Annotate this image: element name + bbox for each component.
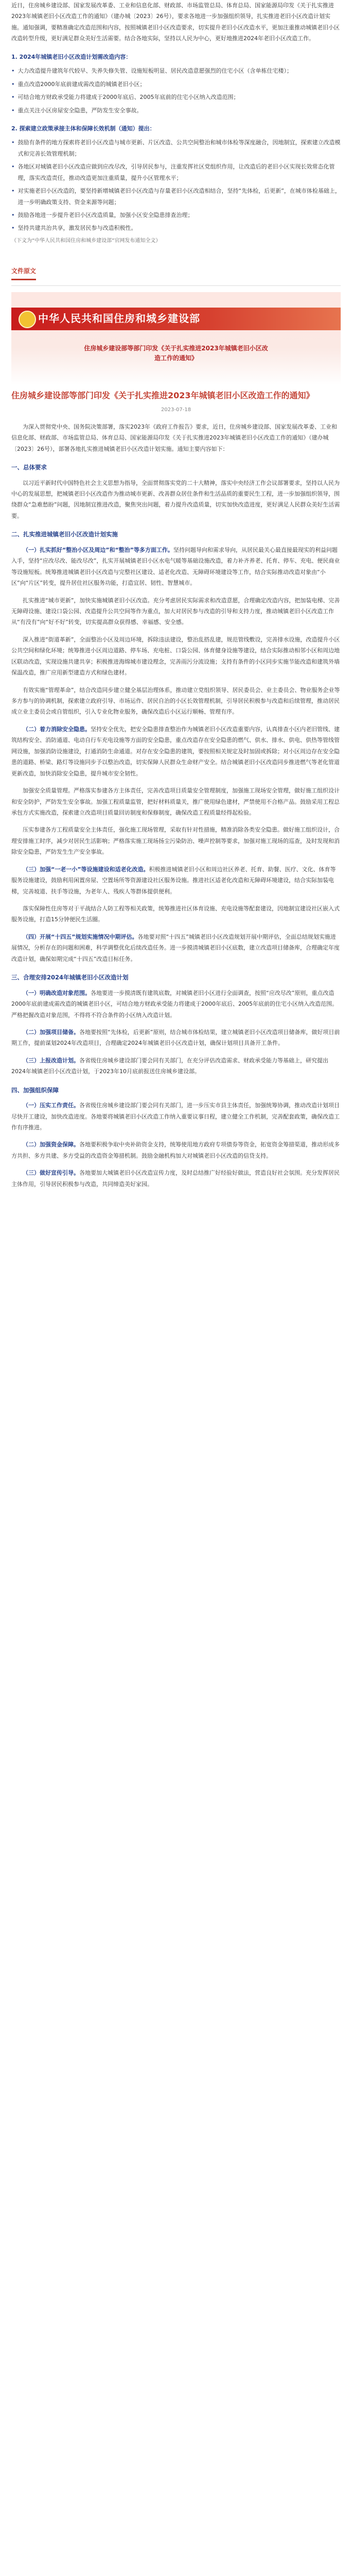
intro-summary — [11, 0, 341, 246]
divider — [11, 285, 341, 286]
paragraph-label: （二）着力消除安全隐患。 — [23, 725, 91, 733]
paragraph: 深入推进“街道革新”，全面整治小区及周边环境，拆除违法建设，整治乱搭乱建，规范管线敷设，完善排水设施，改造提升小区公共空间和绿化环境；统筹推进小区周边道路、停车场、充电桩、口袋公园、体育健身设施等建设，结合实际推动相邻小区和周边地区联动改造，实现设施共建共享；积极推进海绵城市建设理念，完善雨污分流设施；支持有条件的小区同步实施节能改造和建筑外墙保温改造，推广应用新型建造方式和绿色建材。 — [11, 636, 340, 676]
paragraph-label: （三）做好宣传引导。 — [23, 1170, 79, 1177]
paragraph: 有效实施“管理革命”，结合改造同步建立健全基层治理体系，推动建立党组织领导、居民委员会、业主委员会、物业服务企业等多方参与的协调机制，探索建立政府引导、市场运作、居民自治的小区长效管理机制，引导居民积极参与改造和后续管理，推动居民成立业主委员会或自管组织，引入专业化物业服务，确保改造后小区运行顺畅、管理有序。 — [11, 686, 340, 716]
paragraph-label: （三）上报改造计划。 — [23, 1057, 79, 1064]
paragraph-label: （一）明确改造对象范围。 — [23, 989, 91, 996]
article-lead: 为深入贯彻党中央、国务院决策部署，落实2023年《政府工作报告》要求，近日，住房城乡建设部、国家发展改革委、工业和信息化部、财政部、市场监管总局、体育总局、国家能源局印发《关于扎实推进2023年城镇老旧小区改造工作的通知》（建办城〔2023〕26号），部署各地扎实推进城镇老旧小区改造计划实施。通知主要内容如下： — [11, 423, 337, 452]
section-heading: 一、总体要求 — [11, 464, 47, 471]
paragraph: （三）上报改造计划。各省级住房城乡建设部门要会同有关部门，在充分评估改造需求、财政承受能力等基础上，研究提出2024年城镇老旧小区改造计划，于2023年10月底前报送住房城乡建设部。 — [11, 1057, 328, 1075]
list-item: • 大力改造提升建筑年代较早、失养失修失管、设施短板明显、居民改造意愿强烈的住宅小区（含单栋住宅楼）； — [11, 65, 341, 76]
list-item: • 重点关注小区房屋安全隐患，严防发生安全事故。 — [11, 105, 341, 116]
paragraph: 加强安全质量管理。严格落实参建各方主体责任，完善改造项目质量安全管理制度，加强施工现场安全管理，做好施工组织设计和安全防护，严防发生安全事故。加强工程质量监管，把好材料质量关，推广使用绿色建材，严禁使用不合格产品。鼓励采用工程总承包方式实施改造，探索建立改造项目质量回访制度和保修制度，确保改造工程质量经得起检验。 — [11, 787, 340, 816]
paragraph: 扎实推进“城市更新”，加快实施城镇老旧小区改造。充分考虑居民实际需求和改造意愿，合理确定改造内容，把加装电梯、完善无障碍设施、建设口袋公园、改造提升公共空间等作为重点，加大对居民参与改造的引导和支持力度，推动城镇老旧小区改造工作从“有没有”向“好不好”转变，切实提高群众获得感、幸福感、安全感。 — [11, 597, 340, 626]
list-item: • 重点改造2000年底前建成需改造的城镇老旧小区； — [11, 79, 341, 90]
intro-section2-title: 2. 探索建立政策承接主体和保障长效机制（通知）提出： — [11, 125, 155, 132]
paragraph: （二）加强项目储备。各地要按照“先体检，后更新”原则，结合城市体检结果，建立城镇老旧小区改造项目储备库，做好项目前期工作，提前谋划2024年改造项目，合理确定2024年城镇老旧小区改造计划，确保计划项目具备开工条件。 — [11, 1028, 340, 1047]
paragraph: （三）做好宣传引导。各地要加大城镇老旧小区改造宣传力度，及时总结推广好经验好做法，营造良好社会氛围。充分发挥居民主体作用，引导居民积极参与改造，共同缔造美好家园。 — [11, 1170, 340, 1188]
page — [0, 0, 352, 1190]
paragraph-label: （三）加强“一老一小”等设施建设和适老化改造。 — [23, 866, 149, 873]
intro-note: （下文为“中华人民共和国住房和城乡建设部”官网发布通知全文） — [11, 238, 161, 244]
ministry-name: 中华人民共和国住房和城乡建设部 — [38, 312, 200, 325]
article-title: 住房城乡建设部等部门印发《关于扎实推进2023年城镇老旧小区改造工作的通知》 — [11, 390, 314, 400]
national-emblem-icon — [19, 311, 36, 328]
intro-section1-title: 1. 2024年城镇老旧小区改造计划需改造内容： — [11, 53, 132, 60]
list-item: • 坚持共建共治共享，激发居民参与改造积极性。 — [11, 223, 341, 233]
section-heading: 二、扎实推进城镇老旧小区改造计划实施 — [11, 531, 118, 538]
list-item: • 各地区对城镇老旧小区改造应做到应改尽改，引导居民参与，注重发挥社区党组织作用，让改造后的老旧小区实现长效常态化管理，落实改造责任，推动改造更加注重质量，提升小区管理水平； — [11, 161, 341, 183]
intro-paragraph: 近日，住房城乡建设部、国家发展改革委、工业和信息化部、财政部、市场监管总局、体育总局、国家能源局印发《关于扎实推进2023年城镇老旧小区改造工作的通知》（建办城〔2023〕26号），要求各地进一步加强组织领导，扎实推进老旧小区改造计划实施。通知强调，要精准确定改造范围和内容，按照城镇老旧小区改造要求，切实提升老旧小区改造水平，更加注重推动城镇老旧小区改造转型升级，更好满足群众美好生活需要。结合各地实际，坚持以人民为中心，更好地推进2024年老旧小区改造工作。 — [11, 2, 340, 42]
paragraph: 压实参建各方工程质量安全主体责任，强化施工现场管理，采取有针对性措施，精准消除各类安全隐患。做好施工组织设计，合理安排施工时序，减少对居民生活影响；严格落实施工现场扬尘污染防治、噪声控制等要求，加强对施工现场的巡查，及时发现和消除安全隐患，严防发生生产安全事故。 — [11, 826, 340, 856]
list-item: • 可结合地方财政承受能力将建成于2000年底后、2005年底前的住宅小区纳入改造范围； — [11, 92, 341, 103]
ministry-banner — [11, 292, 341, 385]
paragraph-label: （四）开展“十四五”规划实施情况中期评估。 — [23, 933, 138, 940]
paragraph: （二）加强资金保障。各地要积极争取中央补助资金支持，统筹使用地方政府专项债券等资金，拓宽资金筹措渠道，推动形成多方共担、多方共建、多方受益的改造资金筹措机制。鼓励金融机构加大对城镇老旧小区改造的信贷支持。 — [11, 1141, 340, 1159]
section-heading: 三、合理安排2024年城镇老旧小区改造计划 — [11, 974, 129, 981]
list-item: • 鼓励有条件的地方探索将老旧小区改造与城市更新、片区改造、公共空间整治和城市体检等深度融合，因地制宜，探索建立改造模式和完善长效管理机制； — [11, 137, 341, 159]
paragraph: （三）加强“一老一小”等设施建设和适老化改造。积极推进城镇老旧小区和周边社区养老、托育、助餐、医疗、文化、体育等服务设施建设，鼓励利用闲置房屋、空置场所等资源建设社区服务设施。推进社区适老化改造和无障碍环境建设，结合实际加装电梯，完善坡道、扶手等设施，为老年人、残疾人等群体提供便利。 — [11, 866, 336, 895]
paragraph: 以习近平新时代中国特色社会主义思想为指导，全面贯彻落实党的二十大精神，落实中央经济工作会议部署要求，坚持以人民为中心的发展思想，把城镇老旧小区改造作为推动城市更新、改善群众居住条件和生活品质的重要民生工程，进一步加强组织领导，围绕群众“急难愁盼”问题，因地制宜推进改造，聚焦突出问题，着力提升改造质量，切实加快改造进度，更好满足人民群众美好生活需要。 — [11, 479, 340, 519]
paragraph-label: （一）压实工作责任。 — [23, 1102, 79, 1109]
paragraph-label: （二）加强资金保障。 — [23, 1141, 79, 1148]
paragraph-label: （一）扎实抓好“整治小区及周边”和“整治”等多方面工作。 — [23, 546, 173, 553]
bullet-dot-icon: • — [11, 139, 15, 146]
bullet-dot-icon: • — [11, 80, 15, 88]
paragraph: （一）压实工作责任。各省级住房城乡建设部门要会同有关部门，进一步压实市县主体责任，加强统筹协调，推动改造计划项目尽快开工建设，加快改造进度。各地要将城镇老旧小区改造工作纳入重要议事日程，建立健全工作机制，完善配套政策，确保改造工作有序推进。 — [11, 1102, 340, 1131]
list-item: • 鼓励各地进一步提升老旧小区改造质量，加强小区安全隐患排查治理； — [11, 210, 341, 221]
paragraph: （二）着力消除安全隐患。坚持安全优先，把安全隐患排查整治作为城镇老旧小区改造重要内容，认真排查小区内老旧管线、建筑结构安全、消防通道、电动自行车充电设施等方面的安全隐患，重点改造存在安全隐患的燃气、供水、排水、供电、供热等管线管网设施，加强消防设施建设，打通消防生命通道。对存在安全隐患的建筑，要按照相关规定及时加固或拆除；对小区周边存在安全隐患的道路、桥梁、路灯等设施同步予以整治改造，切实保障人民群众生命财产安全。结合城镇老旧小区改造同步推进燃气等老化管道更新改造，加快消除安全隐患，提升城市安全韧性。 — [11, 725, 340, 777]
bullet-dot-icon: • — [11, 188, 15, 195]
paragraph: （一）扎实抓好“整治小区及周边”和“整治”等多方面工作。坚持问题导向和需求导向，从居民最关心最直接最现实的利益问题入手，坚持“应改尽改、能改尽改”，扎实开展城镇老旧小区水电气暖等基础设施改造，着力补齐养老、托育、停车、充电、便民商业等设施短板。统筹推进城镇老旧小区改造与完整社区建设、适老化改造、无障碍环境建设等工作，结合实际推动改造对象由“小区”向“片区”转变，提升居住社区服务功能，打造宜居、韧性、智慧城市。 — [11, 546, 340, 587]
ministry-header-bar — [11, 308, 341, 330]
bullet-dot-icon: • — [11, 163, 15, 171]
list-item: • 对实施老旧小区改造的，要坚持新增城镇老旧小区改造与存量老旧小区改造相结合，坚持“先体检，后更新”，在城市体检基础上，进一步明确政策支持、资金来源等问题； — [11, 185, 341, 208]
bullet-dot-icon: • — [11, 94, 15, 101]
bullet-dot-icon: • — [11, 225, 15, 232]
paragraph: （一）明确改造对象范围。各地要进一步摸清既有建筑底数，对城镇老旧小区进行全面调查，按照“应改尽改”原则，重点改造2000年底前建成需改造的城镇老旧小区，可结合地方财政承受能力将建成于2000年底后、2005年底前的住宅小区纳入改造范围。严格把握改造对象范围，不得将不符合条件的小区纳入改造计划。 — [11, 989, 338, 1019]
paragraph-label: （二）加强项目储备。 — [23, 1028, 79, 1036]
section-heading: 四、加强组织保障 — [11, 1086, 59, 1094]
bullet-dot-icon: • — [11, 67, 15, 75]
paragraph: 落实保障性住房等对于平战结合人防工程等相关政策，统筹推进社区体育设施、充电设施等配套建设，因地制宜建设社区嵌入式服务设施，打造15分钟便民生活圈。 — [11, 905, 340, 923]
source-tag: 文件原文 — [11, 265, 36, 280]
article-date: 2023-07-18 — [161, 407, 191, 413]
bullet-dot-icon: • — [11, 107, 15, 114]
paragraph: （四）开展“十四五”规划实施情况中期评估。各地要对照“十四五”城镇老旧小区改造规划开展中期评估，全面总结规划实施进展情况，分析存在的问题和困难，科学调整优化后续改造任务。进一步摸清城镇老旧小区底数，建立改造项目储备库，合理确定年度改造计划，确保如期完成“十四五”改造目标任务。 — [11, 933, 340, 962]
banner-doc-title: 住房城乡建设部等部门印发《关于扎实推进2023年城镇老旧小区改造工作的通知》 — [84, 344, 268, 362]
bullet-dot-icon: • — [11, 212, 15, 218]
